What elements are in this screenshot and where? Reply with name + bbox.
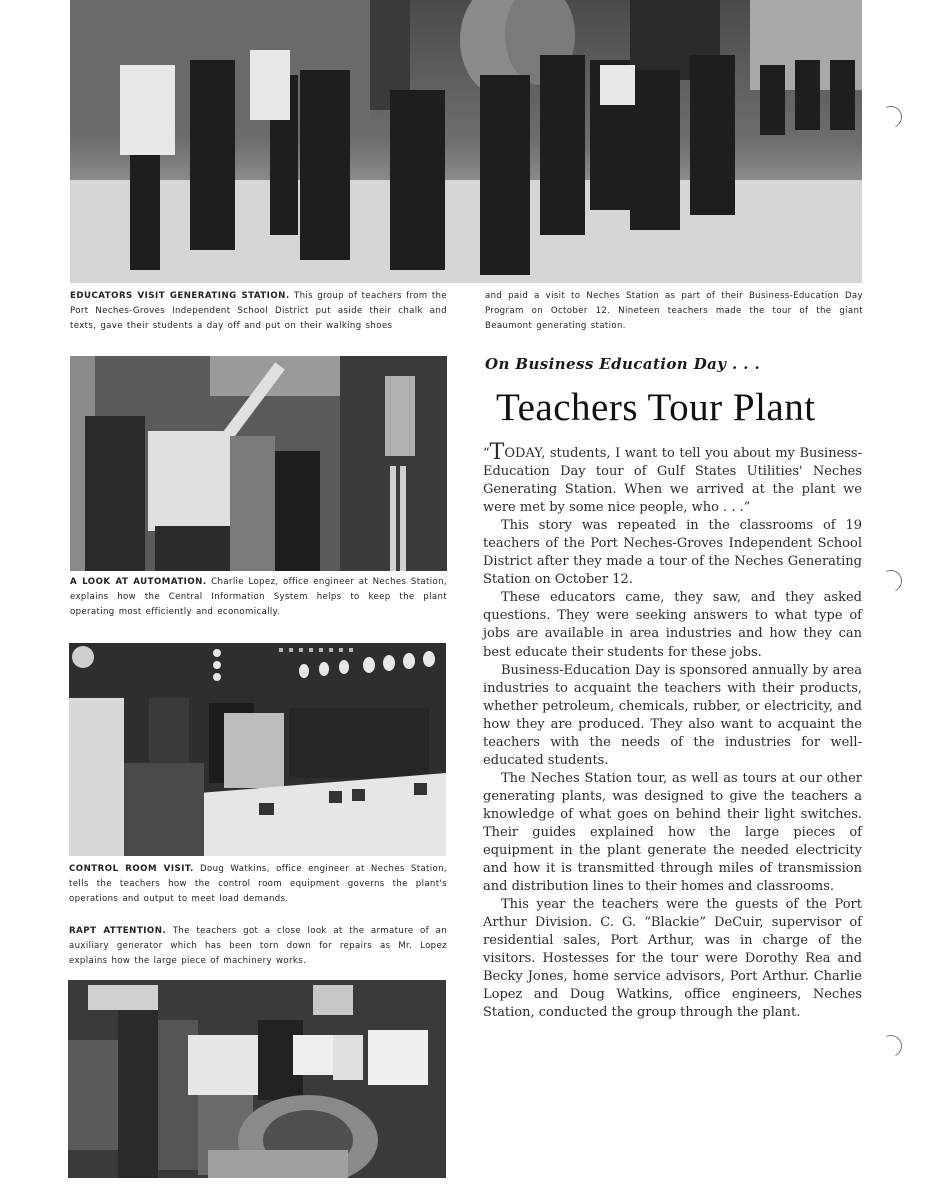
paragraph-1-text: ODAY, students, I want to tell you about my Business-Education Day tour of Gulf States Utilities' Neches Generating Station. When we arrived at the plant we were met by some nice people, who . . .” (483, 446, 862, 516)
binder-hole-mark-top (877, 103, 905, 131)
opening-quote: “ (483, 446, 490, 461)
caption-educators-left (70, 289, 447, 334)
article-paragraph-2: This story was repeated in the classrooms of 19 teachers of the Port Neches-Groves Independent School District after they made a tour of the Neches Generating Station on October 12. (483, 518, 862, 588)
photo-generator-armature (68, 980, 446, 1178)
photo-control-room-image (69, 643, 446, 856)
article-headline: Teachers Tour Plant (496, 386, 816, 429)
caption-automation-lead: A LOOK AT AUTOMATION. (70, 577, 207, 587)
drop-cap: T (489, 440, 505, 465)
binder-hole-mark-bottom (877, 1032, 905, 1060)
article-kicker: On Business Education Day . . . (485, 355, 761, 373)
photo-educators-walking-image (70, 0, 862, 283)
article-paragraph-3: These educators came, they saw, and they asked questions. They were seeking answers to what type of jobs are available in area industries and how they can best educate their students for these jobs. (483, 590, 862, 660)
article-paragraph-4: Business-Education Day is sponsored annually by area industries to acquaint the teachers with their products, whether petroleum, chemicals, rubber, or electricity, and how they are produced. They also want to acquaint the teachers with the needs of the industries for well-educated students. (483, 662, 862, 768)
binder-hole-mark-middle (877, 567, 905, 595)
photo-automation (70, 356, 447, 571)
caption-educators-continued: and paid a visit to Neches Station as part of their Business-Education Day Program on October 12. Nineteen teachers made the tour of the giant Beaumont generating station. (485, 291, 863, 331)
caption-control-room-text: Doug Watkins, office engineer at Neches Station, tells the teachers how the control room equipment governs the plant's operations and output to meet load demands. (69, 864, 448, 904)
article-body (483, 440, 862, 1023)
caption-educators-right (485, 289, 863, 334)
photo-educators-walking (70, 0, 862, 283)
photo-automation-image (70, 356, 447, 571)
caption-control-room-lead: CONTROL ROOM VISIT. (69, 864, 194, 874)
article-paragraph-1 (483, 440, 862, 517)
caption-educators-text: This group of teachers from the Port Neches-Groves Independent School District put aside their chalk and texts, gave their students a day off and put on their walking shoes (70, 291, 447, 331)
caption-automation-text: Charlie Lopez, office engineer at Neches Station, explains how the Central Information System helps to keep the plant operating most efficiently and economically. (70, 577, 447, 617)
article-paragraph-5: The Neches Station tour, as well as tours at our other generating plants, was designed to give the teachers a knowledge of what goes on behind their light switches. Their guides explained how the large pieces of equipment in the plant generate the needed electricity and how it is transmitted through miles of transmission and distribution lines to their homes and classrooms. (483, 770, 862, 895)
photo-control-room (69, 643, 446, 856)
article-paragraph-6: This year the teachers were the guests of the Port Arthur Division. C. G. “Blackie” DeCuir, supervisor of residential sales, Port Arthur, was in charge of the visitors. Hostesses for the tour were Dorothy Rea and Becky Jones, home service advisors, Port Arthur. Charlie Lopez and Doug Watkins, office engineers, Neches Station, conducted the group through the plant. (483, 897, 862, 1021)
caption-rapt-attention (69, 924, 447, 969)
caption-automation (70, 575, 447, 620)
caption-educators-lead: EDUCATORS VISIT GENERATING STATION. (70, 291, 290, 301)
photo-generator-armature-image (68, 980, 446, 1178)
caption-rapt-text: The teachers got a close look at the armature of an auxiliary generator which has been torn down for repairs as Mr. Lopez explains how the large piece of machinery works. (69, 926, 447, 966)
caption-rapt-lead: RAPT ATTENTION. (69, 926, 167, 936)
caption-control-room (69, 862, 447, 907)
